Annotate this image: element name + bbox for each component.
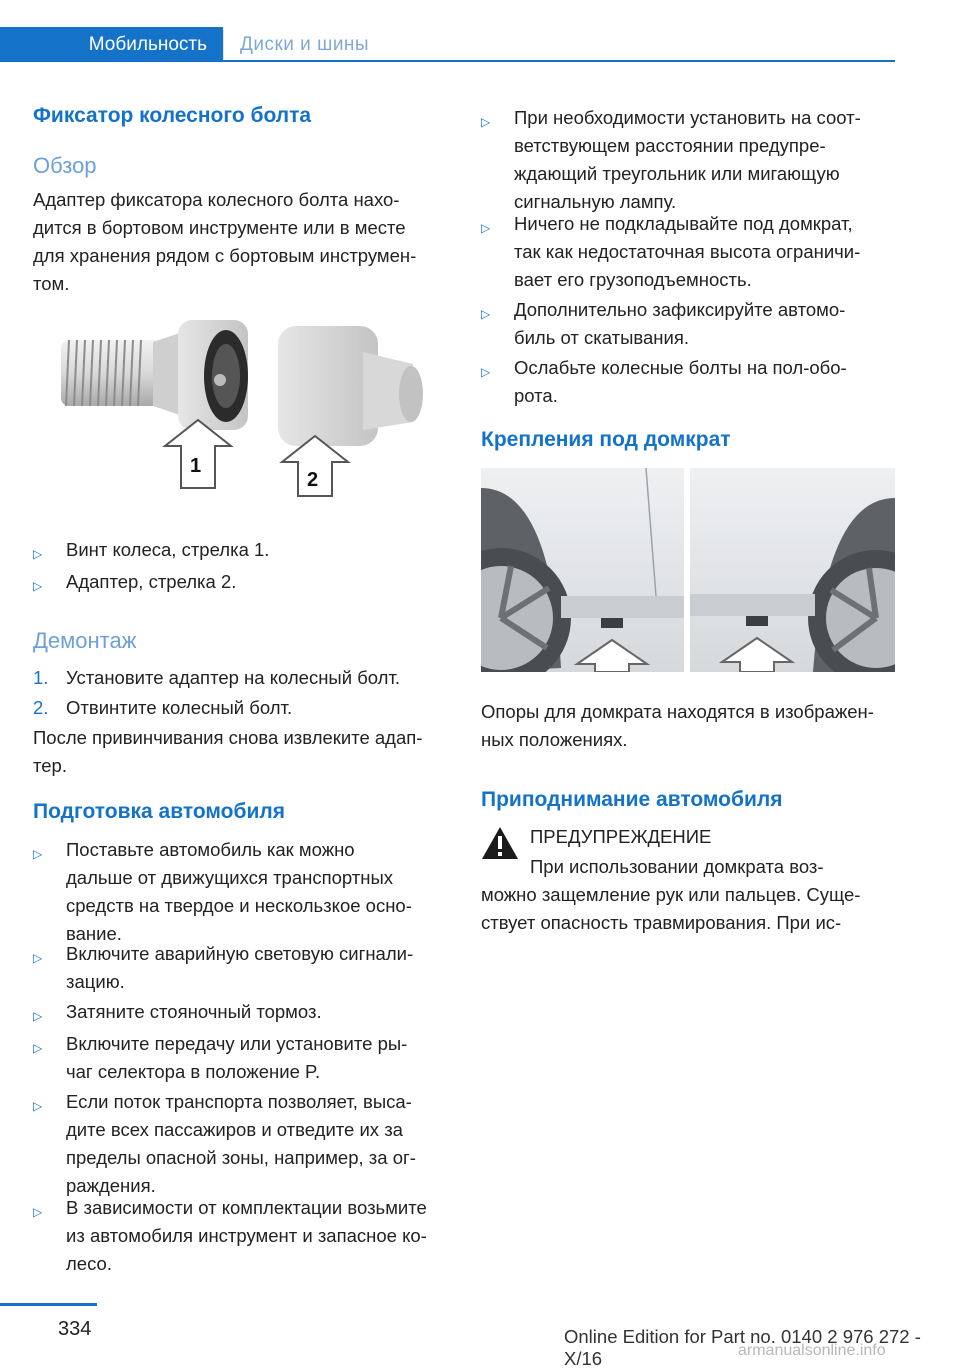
edition-text: Online Edition for Part no. 0140 2 976 272 - X/16 [564,1326,921,1369]
list-item-text: Ослабьте колесные болты на пол-обо- рота. [514,357,847,406]
step-item [33,664,453,692]
text-line: ных положениях. [481,729,628,750]
step-text: Отвинтите колесный болт. [66,697,293,718]
list-item [481,104,901,216]
list-item-text: Включите аварийную световую сигнали- зацию. [66,943,414,992]
header-bar [0,27,895,62]
triangle-bullet-icon: ▷ [481,307,491,321]
car-front-panel [481,468,684,672]
heading-lifting-vehicle: Приподнимание автомобиля [481,788,783,811]
list-item [33,536,453,564]
triangle-bullet-icon: ▷ [33,1041,43,1055]
section-title-lock-bolt: Фиксатор колесного болта [33,104,312,127]
step-text: Установите адаптер на колесный болт. [66,667,401,688]
list-item [33,940,453,996]
page-number: 334 [58,1318,92,1340]
triangle-bullet-icon: ▷ [481,221,491,235]
overview-line: дится в бортовом инструменте или в месте [33,217,406,238]
triangle-bullet-icon: ▷ [33,951,43,965]
list-item-text: Включите передачу или установите ры- чаг селектора в положение P. [66,1033,408,1082]
triangle-bullet-icon: ▷ [481,115,491,129]
list-item [33,1194,453,1278]
arrow-2-label: 2 [307,469,319,491]
list-item [33,836,453,948]
arrow-1-label: 1 [190,455,202,477]
list-item-text: Поставьте автомобиль как можно дальше от движущихся транспортных средств на твердое и нескользкое осно- вание. [66,839,412,944]
heading-removal: Демонтаж [33,628,137,653]
list-item [481,354,901,410]
warning-triangle-icon [481,826,519,860]
list-item-text: Винт колеса, стрелка 1. [66,539,270,560]
list-item-text: Затяните стояночный тормоз. [66,1001,322,1022]
tab-mobility[interactable]: Мобильность [0,27,223,62]
heading-jack-points: Крепления под домкрат [481,428,731,451]
overview-line: том. [33,273,70,294]
list-item-text: Ничего не подкладывайте под домкрат, так как недостаточная высота ограничи- вает его грузоподъемность. [514,213,861,290]
warning-line: можно защемление рук или пальцев. Суще- [481,884,861,905]
warning-line: ствует опасность травмирования. При ис- [481,912,842,933]
arrow-1 [165,420,231,488]
step-number: 2. [33,697,49,718]
watermark: armanualsonline.info [738,1342,886,1359]
list-item-text: Адаптер, стрелка 2. [66,571,237,592]
list-item [33,1088,453,1200]
list-item-text: Если поток транспорта позволяет, выса- дите всех пассажиров и отведите их за пределы опасной зоны, например, за ог- раждения. [66,1091,416,1196]
heading-overview: Обзор [33,153,97,178]
list-item-text: При необходимости установить на соот- ветствующем расстоянии предупре- ждающий треугольник или мигающую сигнальную лампу. [514,107,861,212]
triangle-bullet-icon: ▷ [33,1205,43,1219]
jack-text [481,698,901,754]
triangle-bullet-icon: ▷ [481,365,491,379]
text-line: После привинчивания снова извлеките адап- [33,727,423,748]
list-item-text: В зависимости от комплектации возьмите из автомобиля инструмент и запасное ко- лесо. [66,1197,427,1274]
overview-text [33,186,453,298]
triangle-bullet-icon: ▷ [33,579,43,593]
overview-line: для хранения рядом с бортовым инструмен- [33,245,417,266]
step-item [33,694,453,722]
triangle-bullet-icon: ▷ [33,847,43,861]
list-item [481,210,901,294]
footer-rule [0,1303,97,1306]
header-rule [0,60,895,62]
triangle-bullet-icon: ▷ [33,547,43,561]
list-item-text: Дополнительно зафиксируйте автомо- биль от скатывания. [514,299,846,348]
list-item [33,1030,453,1086]
triangle-bullet-icon: ▷ [33,1099,43,1113]
list-item [481,296,901,352]
jack-points-figure [481,468,895,672]
tab-wheels-tires[interactable]: Диски и шины [240,34,370,55]
overview-line: Адаптер фиксатора колесного болта нахо- [33,189,400,210]
list-item [33,568,453,596]
heading-vehicle-prep: Подготовка автомобиля [33,800,285,823]
triangle-bullet-icon: ▷ [33,1009,43,1023]
warning-line: При использовании домкрата воз- [530,856,824,877]
tab-divider [223,30,224,59]
warning-title: ПРЕДУПРЕЖДЕНИЕ [530,826,712,847]
text-line: тер. [33,755,67,776]
text-line: Опоры для домкрата находятся в изображен- [481,701,874,722]
list-item [33,998,453,1026]
removal-after-text [33,724,453,780]
step-number: 1. [33,667,49,688]
bolt-adapter-figure [33,312,448,512]
car-rear-panel [690,468,895,672]
